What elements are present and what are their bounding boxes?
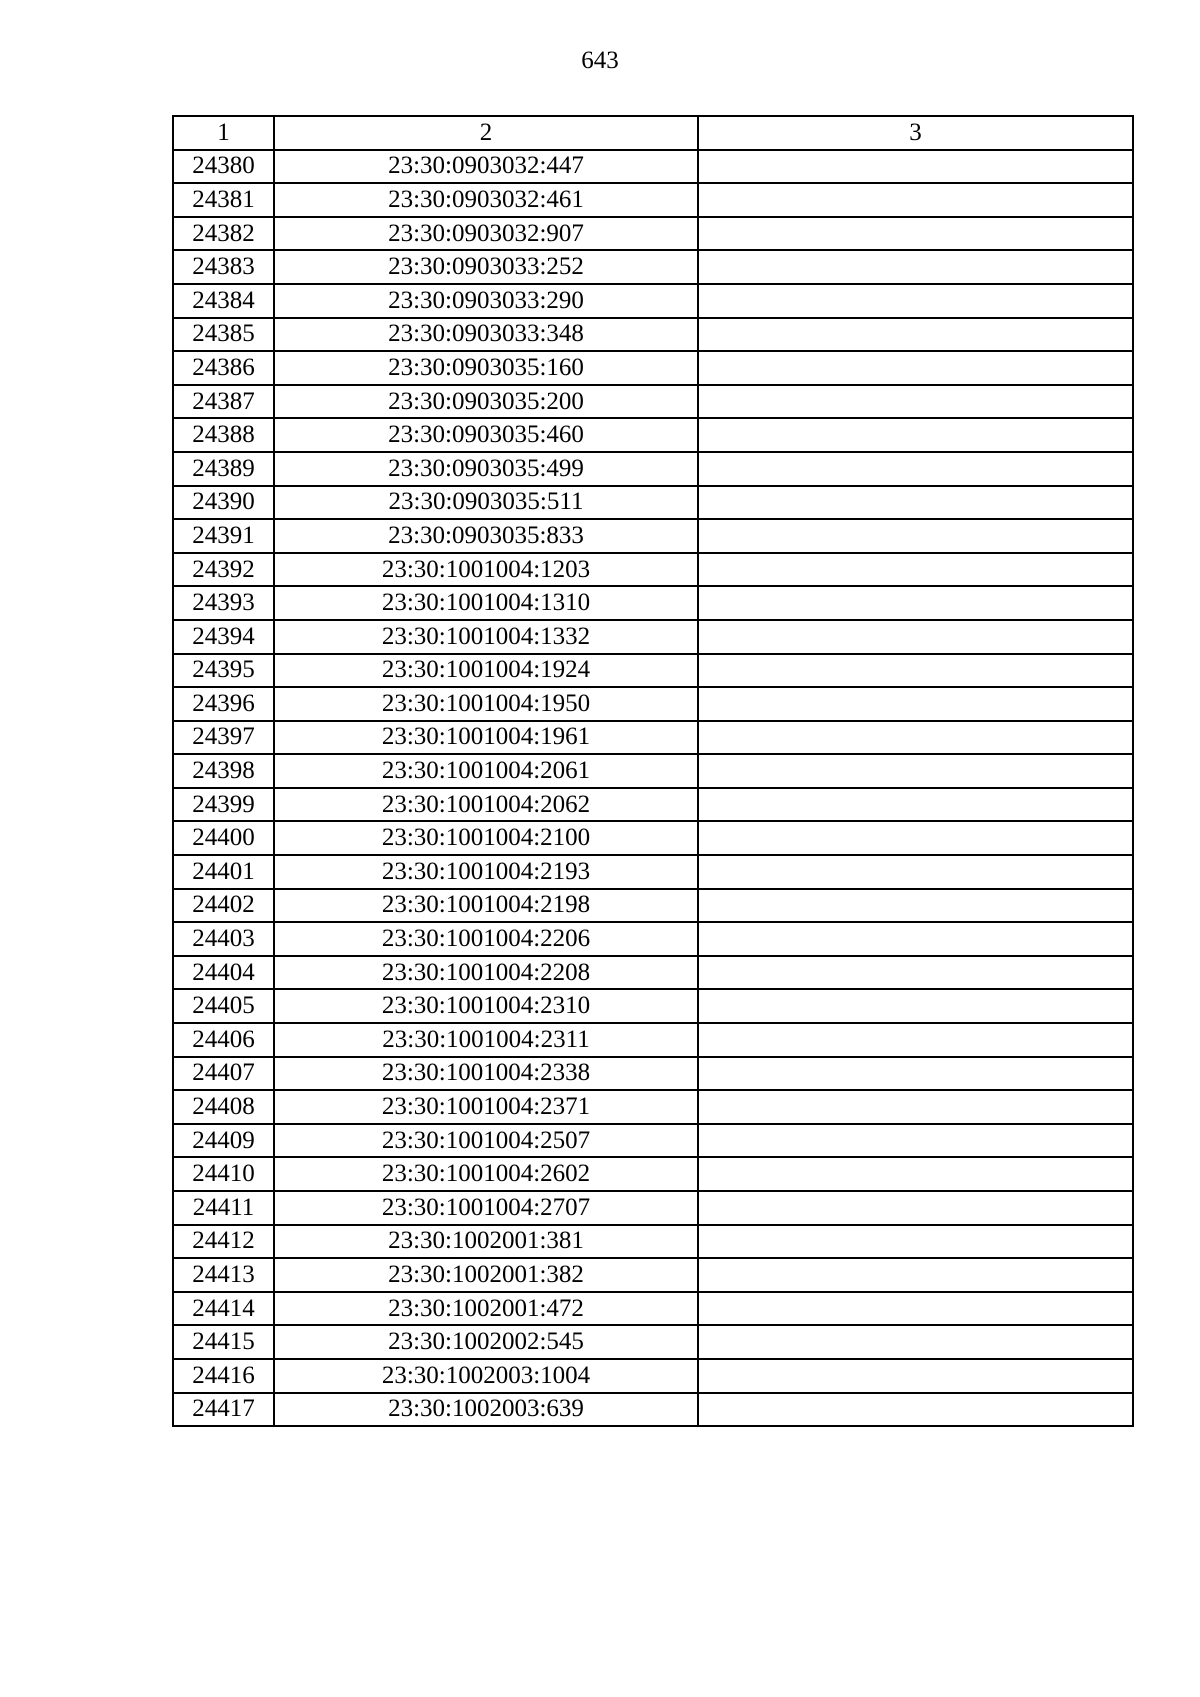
cadastral-number-cell: 23:30:0903033:348 <box>274 318 698 352</box>
table-row <box>173 721 1133 755</box>
row-number-cell: 24386 <box>173 351 274 385</box>
table-row <box>173 788 1133 822</box>
table-row <box>173 1191 1133 1225</box>
note-cell <box>698 586 1133 620</box>
table-row <box>173 855 1133 889</box>
table-row <box>173 754 1133 788</box>
cadastral-number-cell: 23:30:1001004:2507 <box>274 1124 698 1158</box>
note-cell <box>698 721 1133 755</box>
row-number-cell: 24396 <box>173 687 274 721</box>
table-row <box>173 1057 1133 1091</box>
table-row <box>173 687 1133 721</box>
cadastral-number-cell: 23:30:1001004:2061 <box>274 754 698 788</box>
row-number-cell: 24383 <box>173 250 274 284</box>
row-number-cell: 24380 <box>173 150 274 184</box>
row-number-cell: 24385 <box>173 318 274 352</box>
cadastral-number-cell: 23:30:0903033:252 <box>274 250 698 284</box>
table-row <box>173 150 1133 184</box>
table-row <box>173 418 1133 452</box>
cadastral-number-cell: 23:30:1001004:2062 <box>274 788 698 822</box>
note-cell <box>698 1359 1133 1393</box>
table-row <box>173 889 1133 923</box>
table-row <box>173 586 1133 620</box>
row-number-cell: 24412 <box>173 1225 274 1259</box>
table-row <box>173 452 1133 486</box>
table-row <box>173 217 1133 251</box>
table-row <box>173 1325 1133 1359</box>
cadastral-number-cell: 23:30:1002001:381 <box>274 1225 698 1259</box>
table-row <box>173 318 1133 352</box>
row-number-cell: 24382 <box>173 217 274 251</box>
row-number-cell: 24399 <box>173 788 274 822</box>
row-number-cell: 24413 <box>173 1258 274 1292</box>
table-row <box>173 956 1133 990</box>
note-cell <box>698 1393 1133 1427</box>
table-row <box>173 553 1133 587</box>
row-number-cell: 24401 <box>173 855 274 889</box>
cadastral-number-cell: 23:30:1002003:639 <box>274 1393 698 1427</box>
table-row <box>173 486 1133 520</box>
table-row <box>173 1090 1133 1124</box>
row-number-cell: 24390 <box>173 486 274 520</box>
note-cell <box>698 1258 1133 1292</box>
row-number-cell: 24414 <box>173 1292 274 1326</box>
cadastral-number-cell: 23:30:1001004:2100 <box>274 821 698 855</box>
row-number-cell: 24389 <box>173 452 274 486</box>
table-row <box>173 654 1133 688</box>
note-cell <box>698 284 1133 318</box>
cadastral-number-cell: 23:30:1001004:2602 <box>274 1157 698 1191</box>
note-cell <box>698 788 1133 822</box>
note-cell <box>698 1057 1133 1091</box>
note-cell <box>698 1157 1133 1191</box>
cadastral-number-cell: 23:30:1002002:545 <box>274 1325 698 1359</box>
table-row <box>173 1292 1133 1326</box>
cadastral-number-cell: 23:30:1001004:1332 <box>274 620 698 654</box>
table-header <box>173 116 1133 150</box>
cadastral-number-cell: 23:30:1001004:1203 <box>274 553 698 587</box>
cadastral-number-cell: 23:30:1002001:382 <box>274 1258 698 1292</box>
note-cell <box>698 1191 1133 1225</box>
row-number-cell: 24411 <box>173 1191 274 1225</box>
note-cell <box>698 418 1133 452</box>
cadastral-number-cell: 23:30:0903032:907 <box>274 217 698 251</box>
note-cell <box>698 620 1133 654</box>
note-cell <box>698 1023 1133 1057</box>
row-number-cell: 24395 <box>173 654 274 688</box>
table-row <box>173 519 1133 553</box>
note-cell <box>698 452 1133 486</box>
cadastral-number-cell: 23:30:1001004:2311 <box>274 1023 698 1057</box>
header-row <box>173 116 1133 150</box>
cadastral-number-cell: 23:30:0903035:460 <box>274 418 698 452</box>
cadastral-number-cell: 23:30:1001004:1950 <box>274 687 698 721</box>
note-cell <box>698 183 1133 217</box>
row-number-cell: 24381 <box>173 183 274 217</box>
row-number-cell: 24391 <box>173 519 274 553</box>
table-row <box>173 1225 1133 1259</box>
note-cell <box>698 654 1133 688</box>
note-cell <box>698 486 1133 520</box>
note-cell <box>698 351 1133 385</box>
table-row <box>173 183 1133 217</box>
cadastral-number-cell: 23:30:0903035:511 <box>274 486 698 520</box>
note-cell <box>698 150 1133 184</box>
header-col-3: 3 <box>698 116 1133 150</box>
cadastral-number-cell: 23:30:1001004:2338 <box>274 1057 698 1091</box>
cadastral-number-cell: 23:30:0903032:447 <box>274 150 698 184</box>
note-cell <box>698 956 1133 990</box>
table-row <box>173 620 1133 654</box>
note-cell <box>698 1225 1133 1259</box>
row-number-cell: 24384 <box>173 284 274 318</box>
cadastral-number-cell: 23:30:1001004:2371 <box>274 1090 698 1124</box>
cadastral-number-cell: 23:30:1001004:2198 <box>274 889 698 923</box>
table-row <box>173 1258 1133 1292</box>
row-number-cell: 24409 <box>173 1124 274 1158</box>
cadastral-number-cell: 23:30:1002003:1004 <box>274 1359 698 1393</box>
row-number-cell: 24404 <box>173 956 274 990</box>
row-number-cell: 24387 <box>173 385 274 419</box>
row-number-cell: 24408 <box>173 1090 274 1124</box>
note-cell <box>698 754 1133 788</box>
note-cell <box>698 1292 1133 1326</box>
note-cell <box>698 989 1133 1023</box>
row-number-cell: 24417 <box>173 1393 274 1427</box>
table-row <box>173 1124 1133 1158</box>
cadastral-number-cell: 23:30:1001004:2193 <box>274 855 698 889</box>
header-col-2: 2 <box>274 116 698 150</box>
note-cell <box>698 250 1133 284</box>
cadastral-number-cell: 23:30:0903032:461 <box>274 183 698 217</box>
table-row <box>173 351 1133 385</box>
table-row <box>173 1023 1133 1057</box>
page-number: 643 <box>581 47 619 74</box>
row-number-cell: 24388 <box>173 418 274 452</box>
table-row <box>173 250 1133 284</box>
cadastral-number-cell: 23:30:1002001:472 <box>274 1292 698 1326</box>
note-cell <box>698 217 1133 251</box>
row-number-cell: 24392 <box>173 553 274 587</box>
row-number-cell: 24415 <box>173 1325 274 1359</box>
note-cell <box>698 855 1133 889</box>
cadastral-number-cell: 23:30:0903035:200 <box>274 385 698 419</box>
note-cell <box>698 687 1133 721</box>
table-row <box>173 284 1133 318</box>
note-cell <box>698 519 1133 553</box>
cadastral-number-cell: 23:30:1001004:1924 <box>274 654 698 688</box>
cadastral-number-cell: 23:30:1001004:1961 <box>274 721 698 755</box>
row-number-cell: 24405 <box>173 989 274 1023</box>
note-cell <box>698 1325 1133 1359</box>
note-cell <box>698 385 1133 419</box>
row-number-cell: 24398 <box>173 754 274 788</box>
table-row <box>173 989 1133 1023</box>
table-body <box>173 150 1133 1427</box>
cadastral-number-cell: 23:30:1001004:2707 <box>274 1191 698 1225</box>
note-cell <box>698 922 1133 956</box>
row-number-cell: 24416 <box>173 1359 274 1393</box>
cadastral-number-cell: 23:30:0903033:290 <box>274 284 698 318</box>
row-number-cell: 24397 <box>173 721 274 755</box>
cadastral-number-cell: 23:30:0903035:833 <box>274 519 698 553</box>
table-row <box>173 1393 1133 1427</box>
cadastral-number-cell: 23:30:1001004:1310 <box>274 586 698 620</box>
row-number-cell: 24406 <box>173 1023 274 1057</box>
row-number-cell: 24400 <box>173 821 274 855</box>
row-number-cell: 24407 <box>173 1057 274 1091</box>
table-row <box>173 922 1133 956</box>
table-row <box>173 1157 1133 1191</box>
note-cell <box>698 553 1133 587</box>
row-number-cell: 24402 <box>173 889 274 923</box>
note-cell <box>698 821 1133 855</box>
table-row <box>173 1359 1133 1393</box>
registry-table <box>172 115 1134 1427</box>
note-cell <box>698 889 1133 923</box>
cadastral-number-cell: 23:30:1001004:2310 <box>274 989 698 1023</box>
row-number-cell: 24393 <box>173 586 274 620</box>
row-number-cell: 24410 <box>173 1157 274 1191</box>
cadastral-number-cell: 23:30:0903035:499 <box>274 452 698 486</box>
table-row <box>173 385 1133 419</box>
row-number-cell: 24394 <box>173 620 274 654</box>
cadastral-number-cell: 23:30:0903035:160 <box>274 351 698 385</box>
note-cell <box>698 318 1133 352</box>
header-col-1: 1 <box>173 116 274 150</box>
cadastral-number-cell: 23:30:1001004:2208 <box>274 956 698 990</box>
table-row <box>173 821 1133 855</box>
note-cell <box>698 1124 1133 1158</box>
cadastral-number-cell: 23:30:1001004:2206 <box>274 922 698 956</box>
row-number-cell: 24403 <box>173 922 274 956</box>
note-cell <box>698 1090 1133 1124</box>
